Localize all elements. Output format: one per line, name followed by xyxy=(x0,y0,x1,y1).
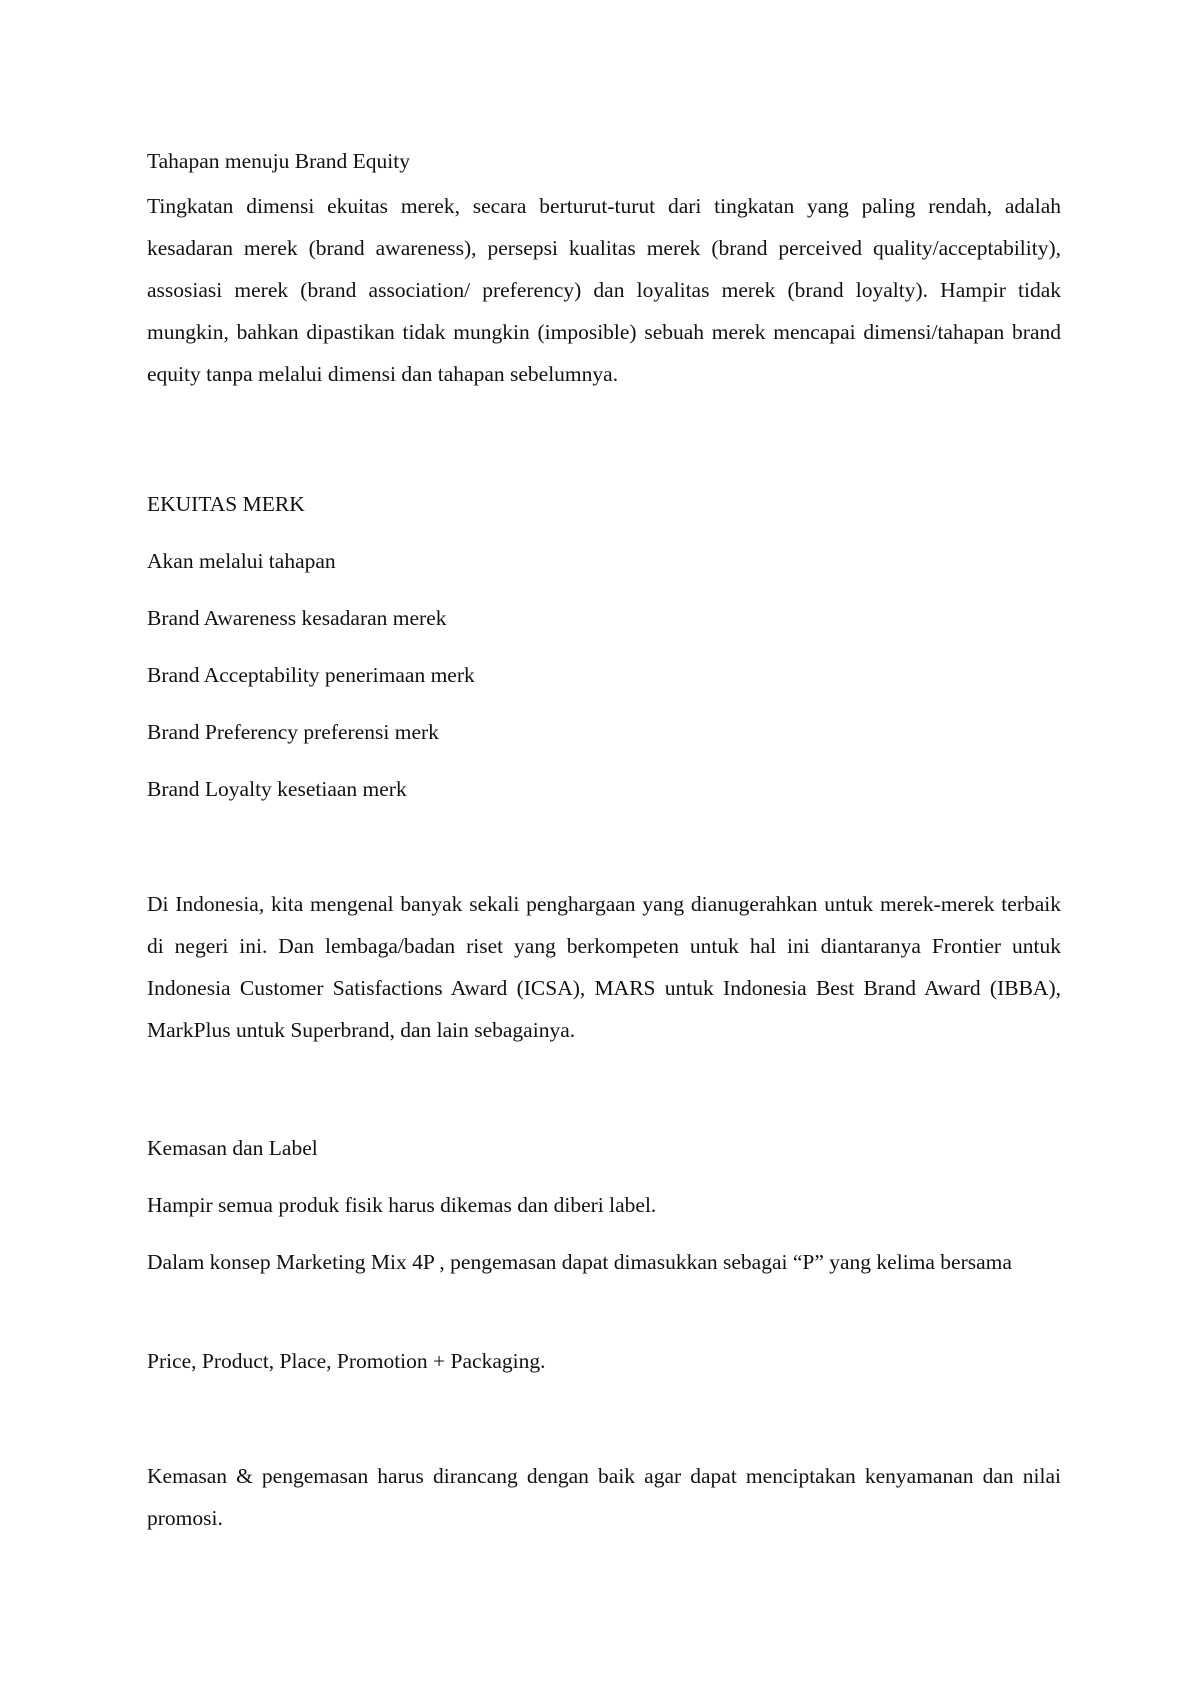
four-p-line: Price, Product, Place, Promotion + Packaging. xyxy=(147,1349,546,1373)
heading-ekuitas-merk: EKUITAS MERK xyxy=(147,492,305,516)
tahapan-item-preferency: Brand Preferency preferensi merk xyxy=(147,720,439,744)
paragraph-tingkatan: Tingkatan dimensi ekuitas merek, secara berturut-turut dari tingkatan yang paling rendah, adalah kesadaran merek (brand awareness), persepsi kualitas merek (brand perceived quality/acceptability), assosiasi merek (brand association/ preferency) dan loyalitas merek (brand loyalty). Hampir tidak mungkin, bahkan dipastikan tidak mungkin (imposible) sebuah merek mencapai dimensi/tahapan brand equity tanpa melalui dimensi dan tahapan sebelumnya. xyxy=(147,194,1061,386)
paragraph-kemasan-pengemasan: Kemasan & pengemasan harus dirancang dengan baik agar dapat menciptakan kenyamanan dan nilai promosi. xyxy=(147,1464,1061,1530)
kemasan-line: Hampir semua produk fisik harus dikemas dan diberi label. xyxy=(147,1193,657,1217)
tahapan-item-loyalty: Brand Loyalty kesetiaan merk xyxy=(147,777,407,801)
tahapan-item-awareness: Brand Awareness kesadaran merek xyxy=(147,606,447,630)
paragraph-indonesia: Di Indonesia, kita mengenal banyak sekali penghargaan yang dianugerahkan untuk merek-merek terbaik di negeri ini. Dan lembaga/badan riset yang berkompeten untuk hal ini diantaranya Frontier untuk Indonesia Customer Satisfactions Award (ICSA), MARS untuk Indonesia Best Brand Award (IBBA), MarkPlus untuk Superbrand, dan lain sebagainya. xyxy=(147,892,1061,1042)
paragraph-marketing-mix: Dalam konsep Marketing Mix 4P , pengemasan dapat dimasukkan sebagai “P” yang kelima bersama xyxy=(147,1250,1012,1274)
tahapan-item-acceptability: Brand Acceptability penerimaan merk xyxy=(147,663,475,687)
tahapan-intro: Akan melalui tahapan xyxy=(147,549,336,573)
heading-brand-equity: Tahapan menuju Brand Equity xyxy=(147,149,410,173)
heading-kemasan-label: Kemasan dan Label xyxy=(147,1136,318,1160)
